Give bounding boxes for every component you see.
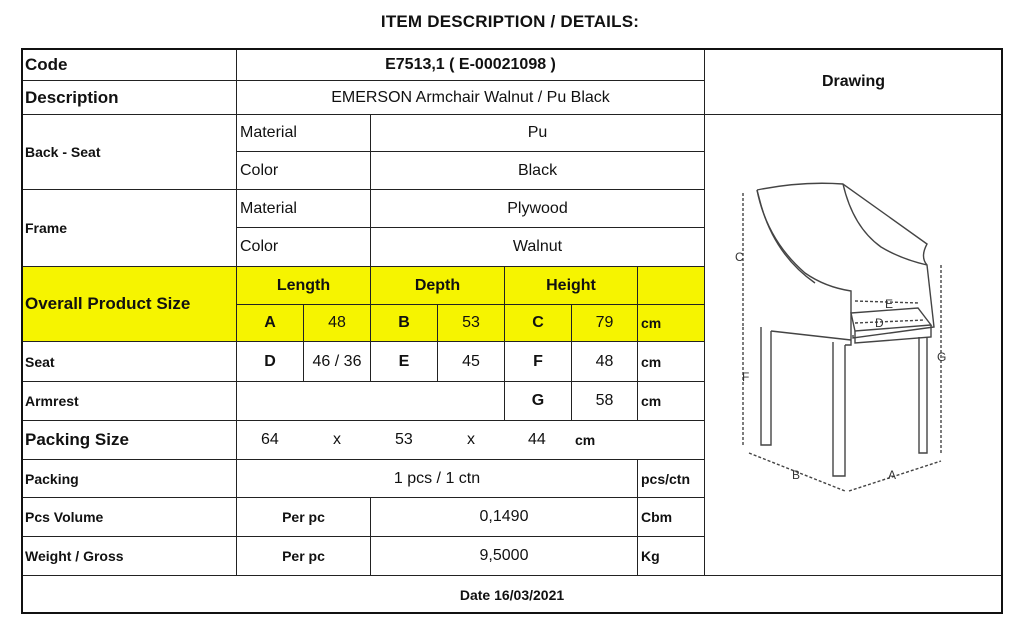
packing-x1: x [333,431,341,448]
drawing-label-f: F [742,370,750,384]
drawing-label-c: C [735,250,744,264]
packing-size-row [236,420,705,460]
weight-value: 9,5000 [370,536,638,576]
dim-f-value: 48 [571,341,638,382]
dim-a-value: 48 [303,304,371,342]
dim-f-letter: F [504,341,572,382]
drawing-label-g: G [937,350,947,364]
chair-drawing [705,115,1003,576]
pcs-volume-label: Pcs Volume [21,497,237,537]
length-header: Length [236,266,371,305]
pcs-volume-per: Per pc [236,497,371,537]
dim-c-letter: C [504,304,572,342]
armrest-empty [236,381,505,421]
description-value: EMERSON Armchair Walnut / Pu Black [236,80,705,115]
dim-b-letter: B [370,304,438,342]
overall-size-label: Overall Product Size [21,266,237,342]
depth-header: Depth [370,266,505,305]
drawing-panel [704,114,1003,576]
weight-label: Weight / Gross [21,536,237,576]
drawing-label-b: B [792,468,801,482]
seat-label: Seat [21,341,237,382]
packing-x2: x [467,431,475,448]
dim-c-value: 79 [571,304,638,342]
weight-per: Per pc [236,536,371,576]
overall-unit: cm [637,304,705,342]
dim-d-letter: D [236,341,304,382]
frame-material: Plywood [370,189,705,228]
overall-unit-header [637,266,705,305]
drawing-label-a: A [888,468,897,482]
frame-material-label: Material [236,189,371,228]
frame-color-label: Color [236,227,371,267]
dim-a-letter: A [236,304,304,342]
height-header: Height [504,266,638,305]
packing-size-label: Packing Size [21,420,237,460]
seat-unit: cm [637,341,705,382]
back-seat-material: Pu [370,114,705,152]
armrest-unit: cm [637,381,705,421]
frame-color: Walnut [370,227,705,267]
code-label: Code [21,48,237,81]
frame-label: Frame [21,189,237,267]
packing-height: 44 [528,431,546,448]
dim-e-letter: E [370,341,438,382]
dim-g-value: 58 [571,381,638,421]
back-seat-material-label: Material [236,114,371,152]
code-value: E7513,1 ( E-00021098 ) [236,48,705,81]
date-footer: Date 16/03/2021 [21,575,1003,614]
drawing-label-d: D [875,316,884,330]
description-label: Description [21,80,237,115]
packing-width: 53 [395,431,413,448]
back-seat-color-label: Color [236,151,371,190]
pcs-volume-value: 0,1490 [370,497,638,537]
dim-e-value: 45 [437,341,505,382]
packing-length: 64 [261,431,279,448]
dim-g-letter: G [504,381,572,421]
dim-b-value: 53 [437,304,505,342]
pcs-volume-unit: Cbm [637,497,705,537]
back-seat-label: Back - Seat [21,114,237,190]
page-title: ITEM DESCRIPTION / DETAILS: [380,12,640,31]
weight-unit: Kg [637,536,705,576]
armrest-label: Armrest [21,381,237,421]
drawing-label: Drawing [704,48,1003,115]
dim-d-value: 46 / 36 [303,341,371,382]
packing-unit: pcs/ctn [637,459,705,498]
packing-value: 1 pcs / 1 ctn [236,459,638,498]
packing-label: Packing [21,459,237,498]
drawing-label-e: E [885,297,894,311]
back-seat-color: Black [370,151,705,190]
packing-size-unit: cm [575,432,596,448]
